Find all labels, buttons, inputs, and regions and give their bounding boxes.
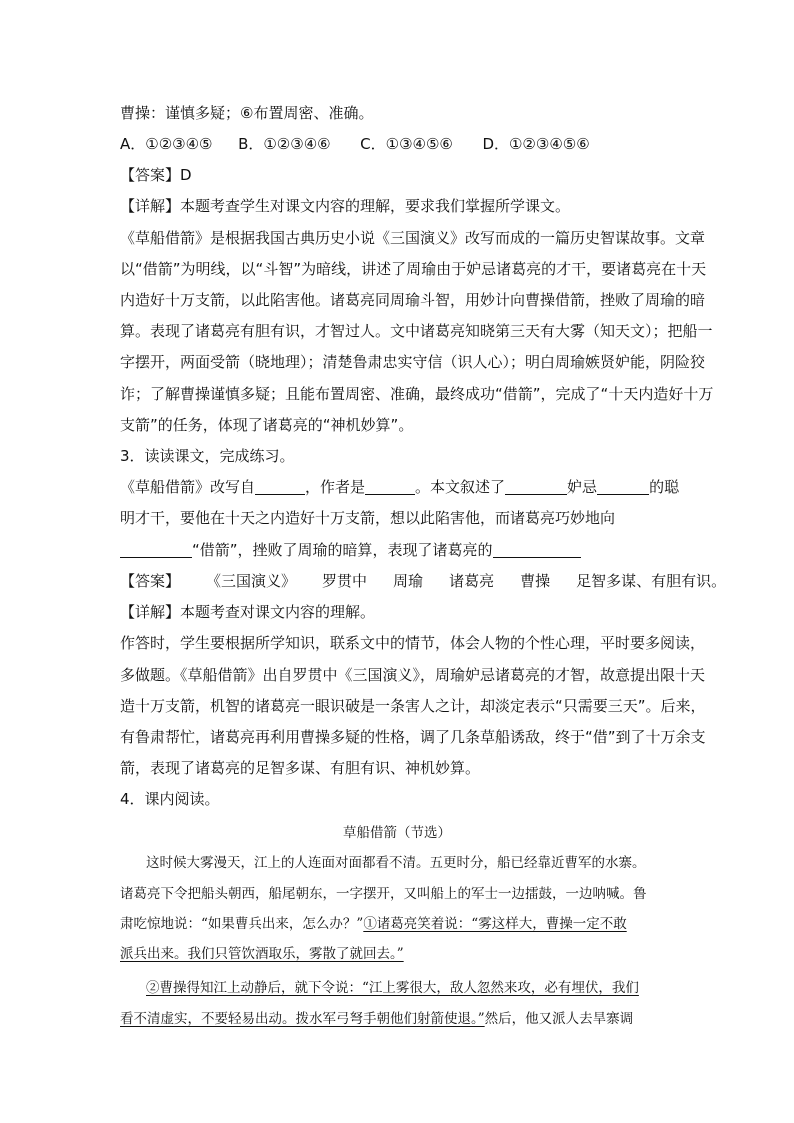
fill-blank-line: 明才干，要他在十天之内造好十万支箭，想以此陷害他，而诸葛亮巧妙地向 (120, 509, 616, 527)
passage-line: 这时候大雾漫天，江上的人连面对面都看不清。五更时分，船已经靠近曹军的水寨。 (146, 855, 646, 871)
answer-item: 罗贯中 (322, 572, 368, 590)
paragraph-line: 支箭”的任务，体现了诸葛亮的“神机妙算”。 (120, 416, 414, 434)
underlined-sentence-1: ①诸葛亮笑着说：“雾这样大，曹操一定不敢 (363, 916, 627, 932)
passage-line (120, 914, 627, 934)
paragraph-line: 《草船借箭》是根据我国古典历史小说《三国演义》改写而成的一篇历史智谋故事。文章 (120, 229, 706, 247)
text-line: 曹操：谨慎多疑；⑥布置周密、准确。 (120, 104, 374, 122)
text-segment: 。本文叙述了 (415, 478, 506, 496)
text-segment: 肃吃惊地说：“如果曹兵出来，怎么办？” (120, 916, 364, 932)
text-segment: 的聪 (649, 478, 680, 496)
text-segment: 妒忌 (567, 478, 598, 496)
paragraph-line: 有鲁肃帮忙，诸葛亮再利用曹操多疑的性格，调了几条草船诱敌，终于“借”到了十万余支 (120, 728, 706, 746)
text-segment: “借箭”，挫败了周瑜的暗算，表现了诸葛亮的 (192, 541, 493, 559)
passage-title: 草船借箭（节选） (343, 825, 451, 841)
option-a: A．①②③④⑤ (120, 135, 213, 153)
answer-item: 曹操 (520, 572, 551, 590)
answer-row (120, 571, 726, 591)
answer-item: 《三国演义》 (206, 572, 297, 590)
question-3-heading: 3．读读课文，完成练习。 (120, 447, 295, 465)
blank-field[interactable] (120, 541, 192, 558)
detail-heading: 【详解】本题考查对课文内容的理解。 (120, 603, 376, 621)
question-4-heading: 4．课内阅读。 (120, 790, 220, 808)
blank-field[interactable] (493, 541, 581, 558)
paragraph-line: 多做题。《草船借箭》出自罗贯中《三国演义》，周瑜妒忌诸葛亮的才智，故意提出限十天 (120, 666, 706, 684)
paragraph-line: 诈；了解曹操谨慎多疑；且能布置周密、准确，最终成功“借箭”，完成了“十天内造好十万 (120, 385, 714, 403)
option-c: C．①③④⑤⑥ (360, 135, 453, 153)
option-b: B．①②③④⑥ (238, 135, 331, 153)
text-segment: 然后，他又派人去旱寨调 (484, 1011, 634, 1027)
detail-heading: 【详解】本题考查学生对课文内容的理解，要求我们掌握所学课文。 (120, 197, 571, 215)
answer-options (120, 134, 590, 154)
blank-field[interactable] (255, 478, 305, 495)
answer-item: 足智多谋、有胆有识。 (576, 572, 727, 590)
blank-field[interactable] (365, 478, 415, 495)
paragraph-line: 作答时，学生要根据所学知识，联系文中的情节，体会人物的个性心理，平时要多阅读， (120, 634, 706, 652)
blank-field[interactable] (505, 478, 567, 495)
fill-blank-line (120, 477, 679, 497)
paragraph-line: 箭，表现了诸葛亮的足智多谋、有胆有识、神机妙算。 (120, 759, 481, 777)
text-segment: 《草船借箭》改写自 (120, 478, 256, 496)
option-d: D．①②③④⑤⑥ (482, 135, 590, 153)
paragraph-line: 字摆开，两面受箭（晓地理）；清楚鲁肃忠实守信（识人心）；明白周瑜嫉贤妒能，阴险狡 (120, 353, 706, 371)
answer-item: 周瑜 (393, 572, 424, 590)
answer-item: 诸葛亮 (449, 572, 495, 590)
underlined-sentence-1-cont: 派兵出来。我们只管饮酒取乐，雾散了就回去。” (120, 946, 404, 962)
underlined-sentence-2-cont: 看不清虚实，不要轻易出动。拨水军弓弩手朝他们射箭使退。” (120, 1011, 485, 1027)
text-segment: ，作者是 (305, 478, 366, 496)
paragraph-line: 算。表现了诸葛亮有胆有识，才智过人。文中诸葛亮知晓第三天有大雾（知天文）；把船一 (120, 322, 713, 340)
passage-line: 诸葛亮下令把船头朝西，船尾朝东，一字摆开，又叫船上的军士一边擂鼓，一边呐喊。鲁 (120, 886, 647, 902)
paragraph-line: 造十万支箭，机智的诸葛亮一眼识破是一条害人之计，却淡定表示“只需要三天”。后来， (120, 697, 706, 715)
underlined-sentence-2: ②曹操得知江上动静后，就下令说：“江上雾很大，敌人忽然来攻，必有埋伏，我们 (146, 980, 639, 996)
paragraph-line: 内造好十万支箭，以此陷害他。诸葛亮同周瑜斗智，用妙计向曹操借箭，挫败了周瑜的暗 (120, 291, 706, 309)
paragraph-line: 以“借箭”为明线，以“斗智”为暗线，讲述了周瑜由于妒忌诸葛亮的才干，要诸葛亮在十天 (120, 260, 707, 278)
blank-field[interactable] (597, 478, 649, 495)
answer-label: 【答案】D (120, 166, 192, 184)
passage-line (120, 1009, 633, 1029)
answer-label: 【答案】 (120, 572, 181, 590)
fill-blank-line (120, 540, 581, 560)
